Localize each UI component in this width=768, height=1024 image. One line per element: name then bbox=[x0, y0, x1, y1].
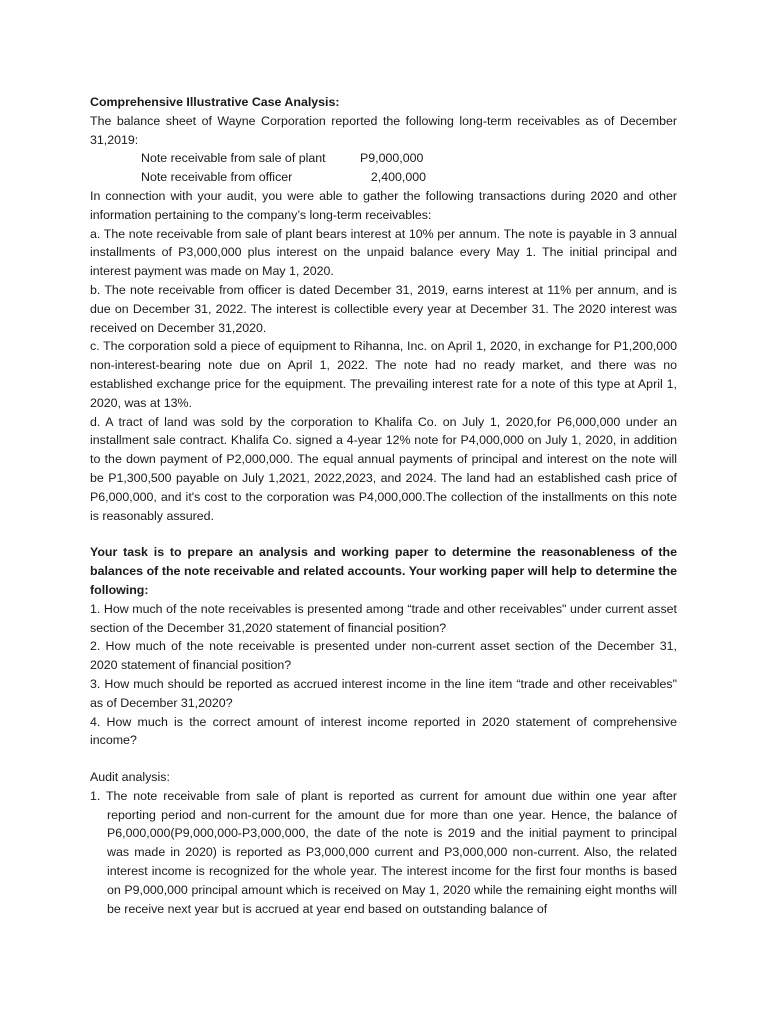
balance-label: Note receivable from officer bbox=[141, 170, 293, 185]
balance-row bbox=[90, 168, 677, 187]
connection-paragraph: In connection with your audit, you were able to gather the following transactions during 2020 and other information pertaining to the company’s long-term receivables: bbox=[90, 188, 677, 222]
task-paragraph: Your task is to prepare an analysis and working paper to determine the reasonableness of the balances of the note receivable and related accounts. Your working paper will help to determine the following: bbox=[90, 545, 677, 597]
transaction-item: b. The note receivable from officer is dated December 31, 2019, earns interest at 11% per annum, and is due on December 31, 2022. The interest is collectible every year at December 31. The 2020 interest was received on December 31,2020. bbox=[90, 282, 677, 335]
audit-point: 1. The note receivable from sale of plant is reported as current for amount due within one year after reporting period and non-current for the amount due for more than one year. Hence, the balance of P6,000,000(P9,000,000-P3,000,000, the date of the note is 2019 and the initial payment to principal was made in 2020) is reported as P3,000,000 current and P3,000,000 non-current. Also, the related interest income is recognized for the whole year. The interest income for the first four months is based on P9,000,000 principal amount which is received on May 1, 2020 while the remaining eight months will be receive next year but is accrued at year end based on outstanding balance of bbox=[90, 788, 677, 916]
transaction-item: c. The corporation sold a piece of equipment to Rihanna, Inc. on April 1, 2020, in exchange for P1,200,000 non-interest-bearing note due on April 1, 2022. The note had no ready market, and there was no established exchange price for the equipment. The prevailing interest rate for a note of this type at April 1, 2020, was at 13%. bbox=[90, 339, 677, 410]
intro-paragraph: The balance sheet of Wayne Corporation reported the following long-term receivables as of December 31,2019: bbox=[90, 113, 677, 147]
balance-row bbox=[90, 149, 677, 168]
balance-label: Note receivable from sale of plant bbox=[141, 151, 326, 166]
balance-amount: 2,400,000 bbox=[370, 170, 426, 185]
spacer bbox=[90, 525, 677, 543]
question-item: 3. How much should be reported as accrued interest income in the line item “trade and other receivables" as of December 31,2020? bbox=[90, 676, 677, 710]
question-item: 4. How much is the correct amount of interest income reported in 2020 statement of comprehensive income? bbox=[90, 714, 677, 748]
audit-heading: Audit analysis: bbox=[90, 770, 170, 785]
balance-list bbox=[90, 149, 677, 187]
question-item: 1. How much of the note receivables is presented among “trade and other receivables" under current asset section of the December 31,2020 statement of financial position? bbox=[90, 601, 677, 635]
case-heading: Comprehensive Illustrative Case Analysis: bbox=[90, 95, 340, 109]
spacer bbox=[90, 750, 677, 768]
transaction-item: d. A tract of land was sold by the corporation to Khalifa Co. on July 1, 2020,for P6,000,000 under an installment sale contract. Khalifa Co. signed a 4-year 12% note for P4,000,000 on July 1, 2020, in addition to the down payment of P2,000,000. The equal annual payments of principal and interest on the note will be P1,300,500 payable on July 1,2021, 2022,2023, and 2024. The land had an established cash price of P6,000,000, and it's cost to the corporation was P4,000,000.The collection of the installments on this note is reasonably assured. bbox=[90, 414, 677, 523]
transaction-item: a. The note receivable from sale of plant bears interest at 10% per annum. The note is payable in 3 annual installments of P3,000,000 plus interest on the unpaid balance every May 1. The initial principal and interest payment was made on May 1, 2020. bbox=[90, 226, 677, 279]
balance-amount: P9,000,000 bbox=[360, 151, 424, 166]
question-item: 2. How much of the note receivable is presented under non-current asset section of the December 31, 2020 statement of financial position? bbox=[90, 639, 677, 673]
